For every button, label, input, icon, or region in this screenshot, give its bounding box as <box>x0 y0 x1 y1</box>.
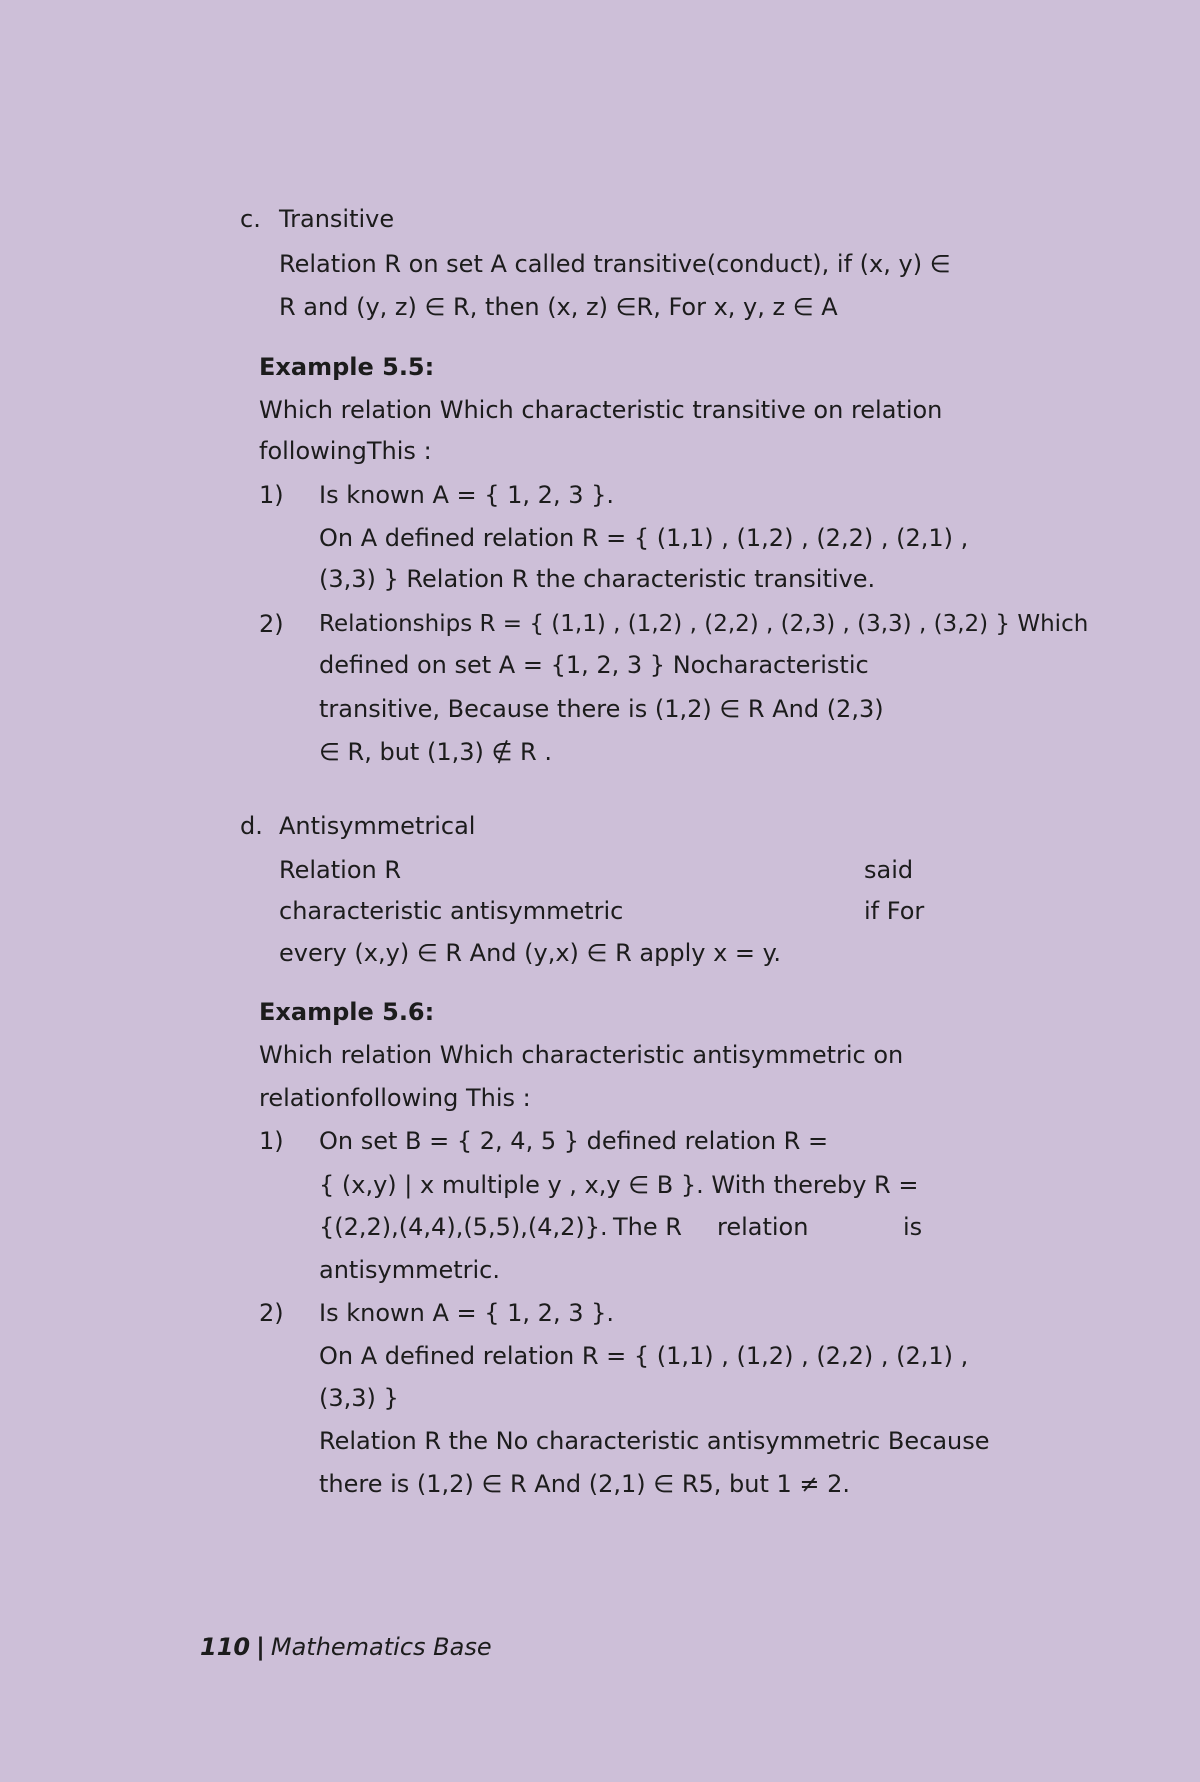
example-5-6-item1-line3-relation: relation <box>717 1213 809 1241</box>
section-d-title: Antisymmetrical <box>279 812 476 840</box>
example-5-5-item1-line3: (3,3) } Relation R the characteristic transitive. <box>319 565 876 593</box>
example-5-6-item2-line2: On A defined relation R = { (1,1) , (1,2) , (2,2) , (2,1) , <box>319 1342 969 1370</box>
section-d-definition-line3: every (x,y) ∈ R And (y,x) ∈ R apply x = y. <box>279 939 782 967</box>
section-d-definition-line2-left: characteristic antisymmetric <box>279 897 624 925</box>
example-5-5-item2-line3: transitive, Because there is (1,2) ∈ R And (2,3) <box>319 695 884 723</box>
example-5-6-heading: Example 5.6: <box>259 998 435 1026</box>
example-5-6-item1-line3-the-r: The R <box>613 1213 682 1241</box>
example-5-6-item2-line1: Is known A = { 1, 2, 3 }. <box>319 1299 615 1327</box>
page-number: 110 <box>200 1633 251 1661</box>
example-5-5-item2-number: 2) <box>259 610 284 638</box>
section-c-definition-line1: Relation R on set A called transitive(conduct), if (x, y) ∈ <box>279 250 951 278</box>
section-c-title: Transitive <box>279 205 395 233</box>
page-footer <box>200 1633 492 1661</box>
example-5-6-intro-line1: Which relation Which characteristic antisymmetric on <box>259 1041 904 1069</box>
example-5-5-intro-line1: Which relation Which characteristic transitive on relation <box>259 396 943 424</box>
example-5-5-heading: Example 5.5: <box>259 353 435 381</box>
example-5-5-item2-line1: Relationships R = { (1,1) , (1,2) , (2,2) , (2,3) , (3,3) , (3,2) } Which <box>319 611 1089 637</box>
example-5-6-item1-number: 1) <box>259 1127 284 1155</box>
example-5-5-item1-line1: Is known A = { 1, 2, 3 }. <box>319 481 615 509</box>
example-5-6-item2-line5: there is (1,2) ∈ R And (2,1) ∈ R5, but 1 ≠ 2. <box>319 1470 851 1498</box>
section-c-label: c. <box>240 205 261 233</box>
book-title: Mathematics Base <box>270 1633 492 1661</box>
example-5-5-item1-number: 1) <box>259 481 284 509</box>
footer-separator: | <box>256 1633 265 1661</box>
example-5-6-item2-line4: Relation R the No characteristic antisymmetric Because <box>319 1427 990 1455</box>
section-d-definition-line1-right: said <box>864 856 914 884</box>
example-5-6-item1-line2: { (x,y) | x multiple y , x,y ∈ B }. With thereby R = <box>319 1171 919 1199</box>
example-5-6-item1-line1: On set B = { 2, 4, 5 } defined relation R = <box>319 1127 829 1155</box>
example-5-6-item1-line3-is: is <box>903 1213 923 1241</box>
example-5-5-intro-line2: followingThis : <box>259 437 432 465</box>
example-5-6-item1-line4: antisymmetric. <box>319 1256 500 1284</box>
example-5-5-item1-line2: On A defined relation R = { (1,1) , (1,2) , (2,2) , (2,1) , <box>319 524 969 552</box>
example-5-5-item2-line2: defined on set A = {1, 2, 3 } Nocharacteristic <box>319 651 869 679</box>
section-d-label: d. <box>240 812 263 840</box>
example-5-6-item1-line3-set: {(2,2),(4,4),(5,5),(4,2)}. <box>319 1213 608 1241</box>
example-5-6-intro-line2: relationfollowing This : <box>259 1084 531 1112</box>
section-d-definition-line2-right: if For <box>864 897 925 925</box>
section-d-definition-line1-left: Relation R <box>279 856 402 884</box>
example-5-6-item2-number: 2) <box>259 1299 284 1327</box>
example-5-5-item2-line4: ∈ R, but (1,3) ∉ R . <box>319 738 552 766</box>
section-c-definition-line2: R and (y, z) ∈ R, then (x, z) ∈R, For x, y, z ∈ A <box>279 293 838 321</box>
example-5-6-item2-line3: (3,3) } <box>319 1384 399 1412</box>
